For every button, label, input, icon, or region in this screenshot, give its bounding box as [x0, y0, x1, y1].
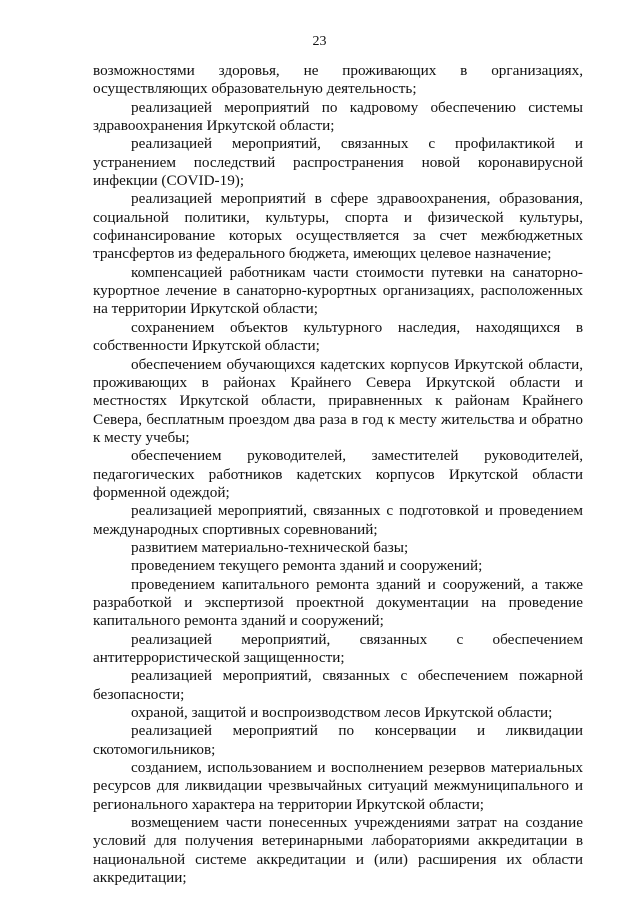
paragraph-capital-repair: проведением капитального ремонта зданий и сооружений, а также разработкой и экспертизой проектной документации на проведение капитального ремонта зданий и сооружений;	[93, 575, 583, 630]
paragraph-antiterror: реализацией мероприятий, связанных с обеспечением антитеррористической защищенности;	[93, 630, 583, 666]
paragraph-fire-safety: реализацией мероприятий, связанных с обеспечением пожарной безопасности;	[93, 667, 583, 703]
paragraph-material-base: развитием материально-технической базы;	[131, 538, 409, 556]
paragraph-emergency-reserves: созданием, использованием и восполнением резервов материальных ресурсов для ликвидации чрезвычайных ситуаций межмуниципального и регионального характера на территории Иркутской области;	[93, 759, 583, 813]
paragraph-federal-transfers: реализацией мероприятий в сфере здравоохранения, образования, социальной политики, культуры, спорта и физической культуры, софинансирование которых осуществляется за счет межбюджетных трансфертов из федерального бюджета, имеющих целевое назначение;	[93, 190, 583, 263]
paragraph-sports-competitions: реализацией мероприятий, связанных с подготовкой и проведением международных спортивных соревнований;	[93, 502, 583, 538]
paragraph-healthcare-staffing: реализацией мероприятий по кадровому обеспечению системы здравоохранения Иркутской области;	[93, 98, 583, 135]
page-number: 23	[312, 34, 327, 49]
paragraph-cadet-uniform: обеспечением руководителей, заместителей руководителей, педагогических работников кадетских корпусов Иркутской области форменной одеждой;	[93, 447, 583, 501]
paragraph-forests: охраной, защитой и воспроизводством лесов Иркутской области;	[131, 704, 553, 722]
paragraph-cattle-burial: реализацией мероприятий по консервации и ликвидации скотомогильников;	[93, 722, 583, 758]
paragraph-vet-accreditation: возмещением части понесенных учреждениями затрат на создание условий для получения ветеринарными лабораториями аккредитации в национальной системе аккредитации и (или) расширения их области аккредитации;	[93, 814, 583, 887]
document-body	[93, 62, 583, 887]
paragraph-covid: реализацией мероприятий, связанных с профилактикой и устранением последствий распространения новой коронавирусной инфекции (COVID-19);	[93, 135, 583, 190]
paragraph-current-repair: проведением текущего ремонта зданий и сооружений;	[131, 557, 483, 575]
paragraph-continuation: возможностями здоровья, не проживающих в организациях, осуществляющих образовательную деятельность;	[93, 62, 583, 98]
paragraph-cadet-travel: обеспечением обучающихся кадетских корпусов Иркутской области, проживающих в районах Крайнего Севера Иркутской области и местностях Иркутской области, приравненных к районам Крайнего Севера, бесплатным проездом два раза в год к месту жительства и обратно к месту учебы;	[93, 355, 583, 446]
paragraph-cultural-heritage: сохранением объектов культурного наследия, находящихся в собственности Иркутской области;	[93, 318, 583, 355]
paragraph-sanatorium-compensation: компенсацией работникам части стоимости путевки на санаторно-курортное лечение в санаторно-курортных организациях, расположенных на территории Иркутской области;	[93, 263, 583, 318]
